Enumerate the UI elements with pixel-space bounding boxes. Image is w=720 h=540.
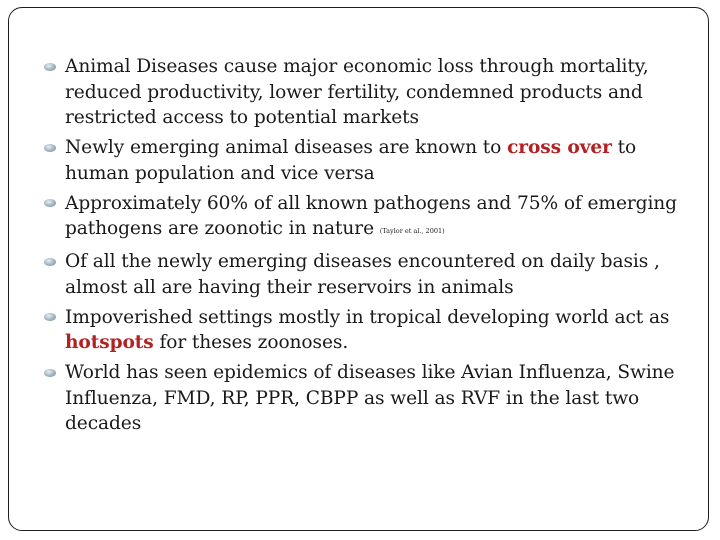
bullet-dot-icon (44, 199, 56, 207)
bullet-dot-icon (44, 369, 56, 377)
bullet-hotspots (44, 305, 684, 356)
bullet-text: World has seen epidemics of diseases like Avian Influenza, Swine Influenza, FMD, RP, PPR, CBPP as well as RVF in the last two decades (65, 362, 675, 434)
bullet-cross-over (44, 135, 684, 186)
bullet-dot-icon (44, 144, 56, 152)
bullet-text: to human population and vice versa (65, 137, 637, 184)
bullet-reservoirs (44, 249, 684, 300)
bullet-economic-loss (44, 54, 684, 131)
bullet-dot-icon (44, 313, 56, 321)
bullet-list (44, 54, 684, 441)
bullet-dot-icon (44, 258, 56, 266)
highlight-hotspots: hotspots (65, 332, 154, 353)
citation: (Taylor et al., 2001) (379, 227, 445, 235)
bullet-epidemics (44, 360, 684, 437)
bullet-text: Animal Diseases cause major economic loss through mortality, reduced productivity, lower fertility, condemned products and restricted access to potential markets (65, 56, 649, 128)
highlight-cross-over: cross over (507, 137, 612, 158)
bullet-text: Impoverished settings mostly in tropical developing world act as (65, 306, 670, 328)
bullet-text: Approximately 60% of all known pathogens and 75% of emerging pathogens are zoonotic in nature (65, 192, 677, 239)
bullet-dot-icon (44, 63, 56, 71)
bullet-text: Newly emerging animal diseases are known to (65, 137, 508, 158)
bullet-text: Of all the newly emerging diseases encountered on daily basis , almost all are having their reservoirs in animals (65, 251, 660, 298)
bullet-text: for theses zoonoses. (153, 332, 349, 353)
bullet-zoonotic-pathogens (44, 191, 684, 245)
